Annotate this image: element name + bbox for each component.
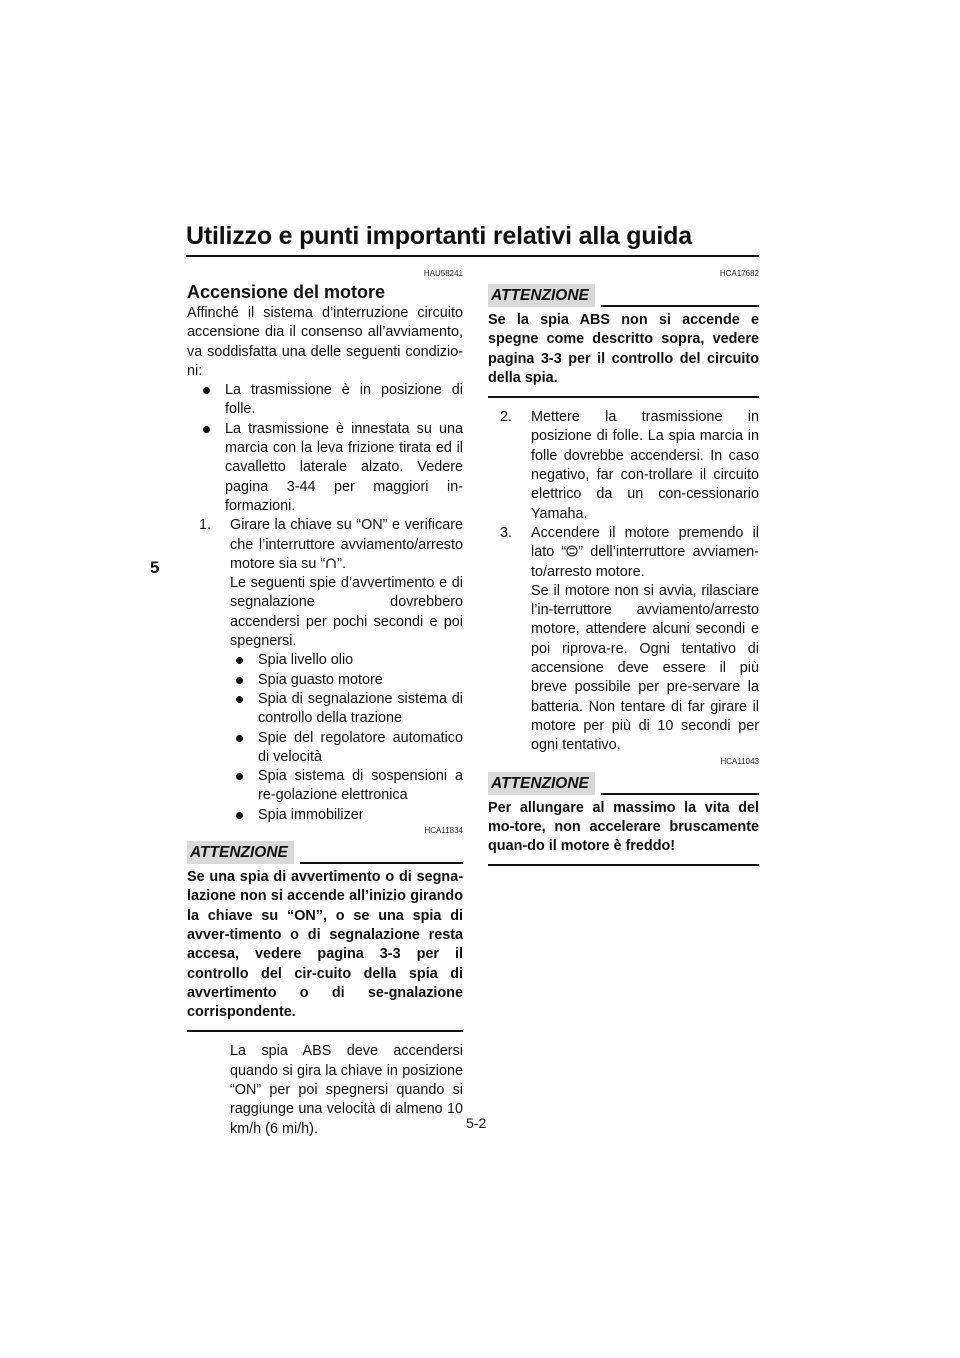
step-1-text: Girare la chiave su “ON” e verificare che l’interruttore avviamento/arresto motore sia su “ bbox=[230, 517, 463, 572]
step-3-text: Accendere il motore premendo il lato “ bbox=[531, 524, 759, 561]
conditions-list bbox=[187, 381, 463, 516]
engine-run-icon bbox=[325, 557, 337, 569]
caution-header bbox=[488, 281, 759, 307]
step-1-detail: Le seguenti spie d’avvertimento e di segnalazione dovrebbero accendersi per pochi secondi e poi spegnersi. bbox=[230, 575, 463, 650]
step-number: 2. bbox=[500, 409, 513, 426]
step-3-detail: Se il motore non si avvia, rilasciare l’in-terruttore avviamento/arresto motore, attendere alcuni secondi e poi riprova-re. Ogni tentativo di accensione deve essere il più breve possibile per pre-servare la batteria. Non tentare di far girare il motore per più di 10 secondi per ogni tentativo. bbox=[531, 582, 759, 754]
page-number: 5-2 bbox=[466, 1115, 487, 1131]
section-title: Accensione del motore bbox=[187, 282, 386, 302]
engine-start-icon bbox=[566, 545, 578, 557]
caution-text: Per allungare al massimo la vita del mo-tore, non accelerare bruscamente quan-do il motore è freddo! bbox=[488, 799, 759, 867]
lamps-list bbox=[187, 651, 463, 825]
caution-code: HCA11043 bbox=[720, 756, 759, 766]
chapter-tab: 5 bbox=[150, 558, 160, 577]
list-item: Spia livello olio bbox=[234, 651, 463, 670]
header-divider bbox=[186, 255, 759, 257]
caution-header bbox=[488, 769, 759, 795]
caution-text: Se la spia ABS non si accende e spegne come descritto sopra, vedere pagina 3-3 per il controllo del circuito della spia. bbox=[488, 311, 759, 398]
caution-box bbox=[488, 281, 759, 398]
step-2 bbox=[500, 408, 759, 524]
list-item: Spie del regolatore automatico di velocità bbox=[234, 729, 463, 768]
list-item: Spia sistema di sospensioni a re-golazione elettronica bbox=[234, 767, 463, 806]
page-header-title: Utilizzo e punti importanti relativi alla guida bbox=[186, 222, 692, 250]
caution-box bbox=[187, 838, 463, 1032]
step-1 bbox=[199, 516, 463, 651]
abs-note: La spia ABS deve accendersi quando si gira la chiave in posizione “ON” per poi spegnersi quando si raggiunge una velocità di almeno 10 km/h (6 mi/h). bbox=[230, 1043, 463, 1137]
step-2-text: Mettere la trasmissione in posizione di folle. La spia marcia in folle dovrebbe accendersi. In caso negativo, far con-trollare il circuito elettrico da un con-cessionario Yamaha. bbox=[531, 409, 759, 522]
caution-code: HCA17682 bbox=[719, 269, 759, 278]
caution-rule bbox=[300, 862, 463, 864]
step-1-text-end: ”. bbox=[337, 555, 346, 572]
step-number: 3. bbox=[500, 524, 513, 541]
caution-code: HCA11834 bbox=[424, 826, 463, 836]
caution-text: Se una spia di avvertimento o di segna-lazione non si accende all’inizio girando la chiave su “ON”, o se una spia di avver-timento o di segnalazione resta accesa, vedere pagina 3-3 per il controllo del cir-cuito della spia di avvertimento o di se-gnalazione corrispondente. bbox=[187, 868, 463, 1032]
caution-box bbox=[488, 769, 759, 867]
step-number: 1. bbox=[199, 517, 212, 534]
step-3-text-end: ” dell’interruttore avviamen-to/arresto motore. bbox=[531, 544, 759, 580]
list-item: Spia immobilizer bbox=[234, 806, 463, 825]
caution-rule bbox=[601, 305, 759, 307]
list-item: Spia di segnalazione sistema di controllo della trazione bbox=[234, 690, 463, 729]
steps-list bbox=[187, 516, 463, 651]
list-item: La trasmissione è in posizione di folle. bbox=[201, 381, 463, 420]
caution-label: ATTENZIONE bbox=[488, 772, 595, 795]
list-item: La trasmissione è innestata su una marcia con la leva frizione tirata ed il cavalletto laterale alzato. Vedere pagina 3-44 per maggiori in-formazioni. bbox=[201, 420, 463, 516]
caution-label: ATTENZIONE bbox=[488, 284, 595, 307]
caution-rule bbox=[601, 793, 759, 795]
caution-header bbox=[187, 838, 463, 864]
list-item: Spia guasto motore bbox=[234, 671, 463, 690]
section-intro: Affinché il sistema d’interruzione circuito accensione dia il consenso all’avviamento, va soddisfatta una delle seguenti condizio-ni: bbox=[187, 305, 463, 379]
right-column bbox=[488, 268, 759, 866]
left-column bbox=[187, 268, 463, 1139]
section-code: HAU58241 bbox=[423, 269, 463, 278]
step-3 bbox=[500, 524, 759, 756]
steps-list-continued bbox=[488, 408, 759, 755]
caution-label: ATTENZIONE bbox=[187, 841, 294, 864]
